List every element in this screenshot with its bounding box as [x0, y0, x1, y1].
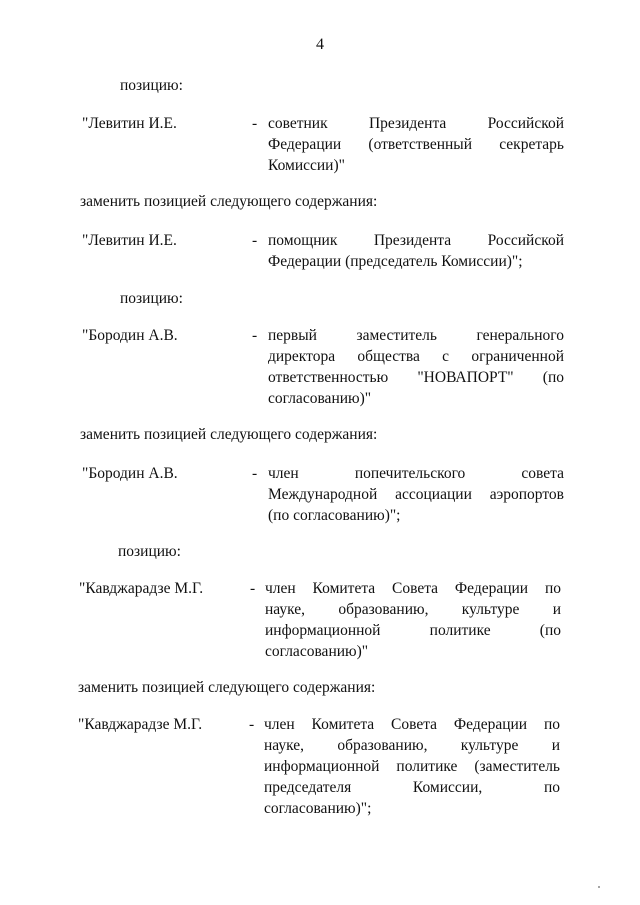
section-intro: заменить позицией следующего содержания:: [78, 679, 376, 696]
entry-name: "Бородин А.В.: [82, 327, 178, 344]
entry-name: "Кавджарадзе М.Г.: [79, 580, 204, 597]
entry-description: [268, 230, 564, 272]
description-line: член Комитета Совета Федерации по: [265, 580, 561, 597]
entry-dash: -: [252, 327, 258, 344]
section-intro: позицию:: [120, 77, 183, 94]
entry-dash: -: [250, 580, 256, 597]
description-line: Международной ассоциации аэропортов: [268, 486, 564, 503]
entry-description: [268, 463, 564, 526]
description-line: науке, образованию, культуре и: [265, 601, 561, 618]
entry-name: "Бородин А.В.: [82, 465, 178, 482]
description-line: Комиссии)": [268, 157, 345, 174]
entry-description: [268, 113, 564, 176]
entry-dash: -: [252, 115, 258, 132]
section-intro: заменить позицией следующего содержания:: [80, 426, 378, 443]
description-line: информационной политике (заместитель: [264, 758, 560, 775]
scan-speck: [598, 886, 600, 888]
description-line: председателя Комиссии, по: [264, 779, 560, 796]
entry-description: [264, 714, 560, 819]
description-line: Федерации (председатель Комиссии)";: [268, 253, 523, 270]
section-intro: позицию:: [120, 290, 183, 307]
description-line: науке, образованию, культуре и: [264, 737, 560, 754]
description-line: согласованию)": [265, 643, 369, 660]
description-line: помощник Президента Российской: [268, 232, 564, 249]
description-line: информационной политике (по: [265, 622, 561, 639]
entry-dash: -: [252, 465, 258, 482]
page-number: 4: [316, 36, 324, 53]
entry-name: "Кавджарадзе М.Г.: [78, 716, 203, 733]
description-line: советник Президента Российской: [268, 115, 564, 132]
description-line: (по согласованию)";: [268, 507, 401, 524]
description-line: первый заместитель генерального: [268, 327, 564, 344]
entry-dash: -: [252, 232, 258, 249]
entry-name: "Левитин И.Е.: [82, 115, 177, 132]
description-line: согласованию)": [268, 390, 372, 407]
entry-description: [268, 325, 564, 409]
description-line: согласованию)";: [264, 800, 372, 817]
description-line: член Комитета Совета Федерации по: [264, 716, 560, 733]
section-intro: заменить позицией следующего содержания:: [80, 193, 378, 210]
description-line: директора общества с ограниченной: [268, 348, 564, 365]
section-intro: позицию:: [118, 543, 181, 560]
description-line: Федерации (ответственный секретарь: [268, 136, 564, 153]
entry-dash: -: [249, 716, 255, 733]
entry-name: "Левитин И.Е.: [82, 232, 177, 249]
entry-description: [265, 578, 561, 662]
description-line: ответственностью "НОВАПОРТ" (по: [268, 369, 564, 386]
description-line: член попечительского совета: [268, 465, 564, 482]
